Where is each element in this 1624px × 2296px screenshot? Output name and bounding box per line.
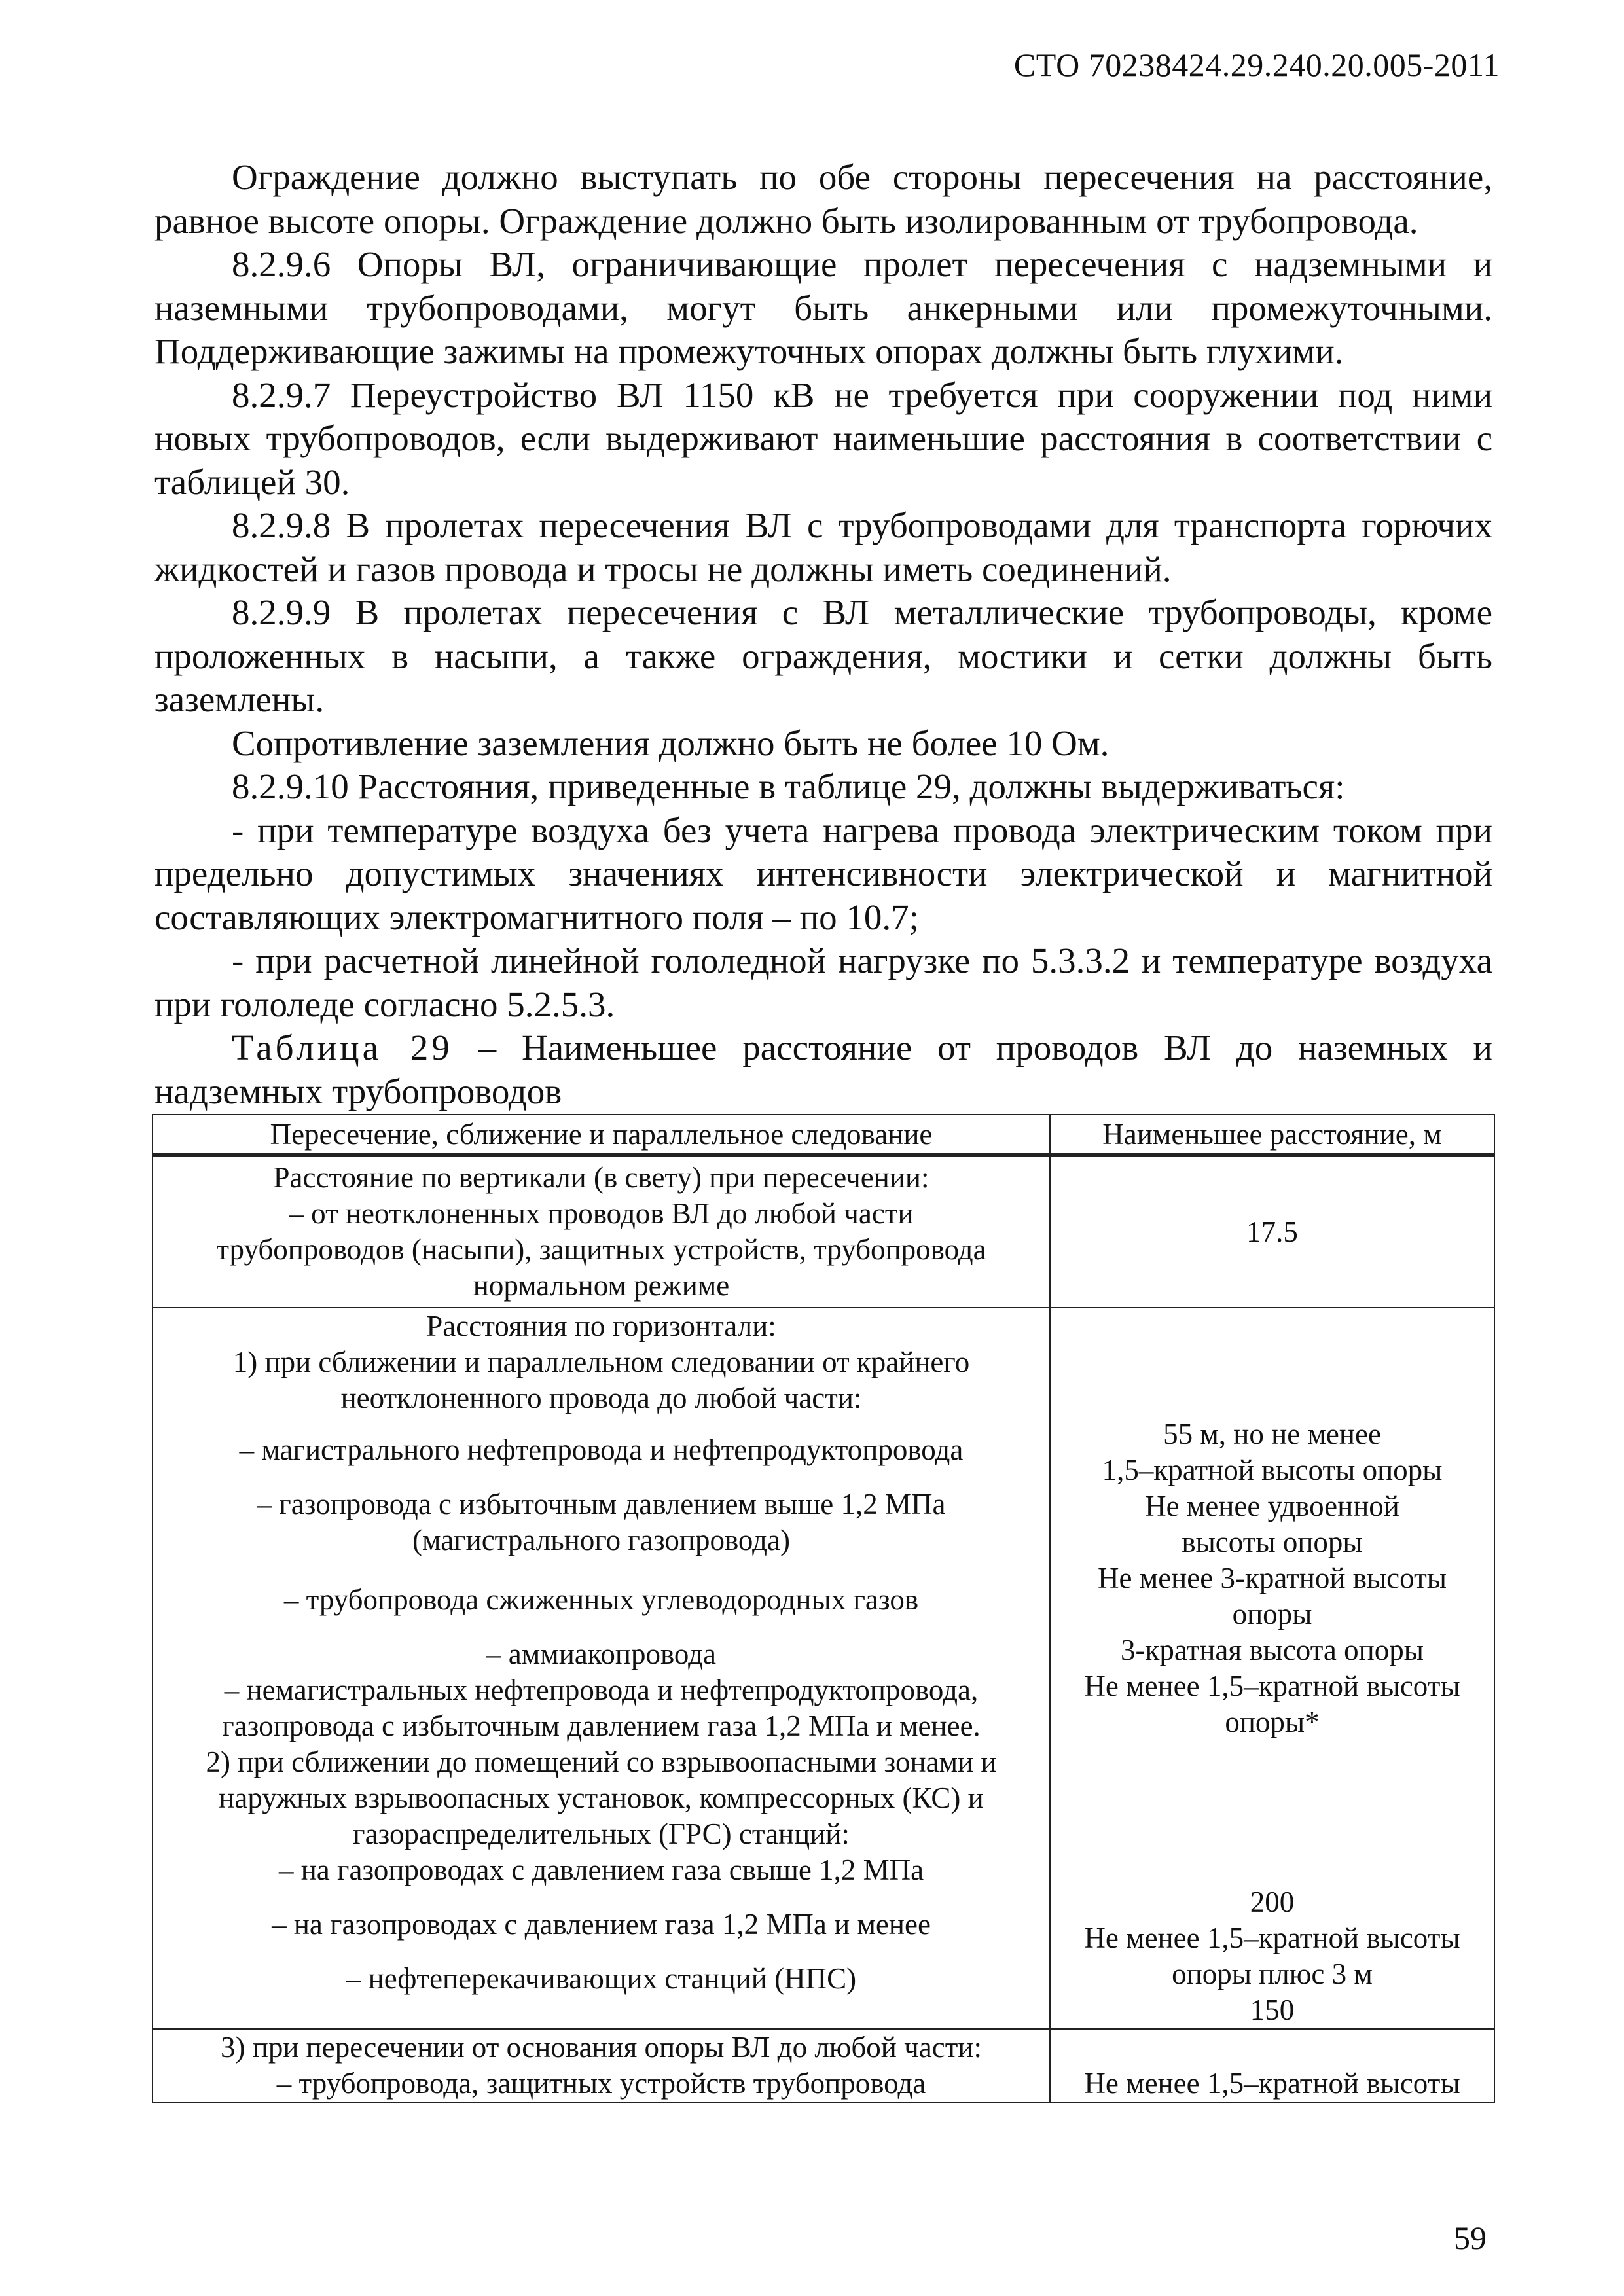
paragraph-8-2-9-7: 8.2.9.7 Переустройство ВЛ 1150 кВ не требуется при сооружении под ними новых трубопроводов, если выдерживают наименьшие расстояния в соответствии с таблицей 30.: [154, 374, 1492, 502]
spacer: [160, 1468, 1043, 1486]
cell-line: – трубопровода, защитных устройств трубопровода: [276, 2067, 926, 2100]
spacer: [160, 1618, 1043, 1636]
table-row-vertical: [153, 1155, 1494, 1308]
table-cell-horizontal-values: [1050, 1308, 1494, 2029]
cell-line: [1057, 1344, 1487, 1380]
cell-line: – трубопровода сжиженных углеводородных газов: [283, 1583, 919, 1616]
cell-line: 200: [1250, 1886, 1295, 1918]
cell-line: – нефтеперекачивающих станций (НПС): [346, 1962, 857, 1995]
cell-line: нормальном режиме: [473, 1269, 730, 1302]
table-cell-horizontal-desc: [153, 1308, 1050, 2029]
paragraph-8-2-9-9: 8.2.9.9 В пролетах пересечения с ВЛ металлические трубопроводы, кроме проложенных в насыпи, а также ограждения, мостики и сетки должны быть заземлены.: [154, 592, 1492, 719]
cell-line: наружных взрывоопасных установок, компрессорных (КС) и: [219, 1782, 984, 1814]
cell-line: – аммиакопровода: [486, 1638, 716, 1670]
paragraph-8-2-9-8: 8.2.9.8 В пролетах пересечения ВЛ с трубопроводами для транспорта горючих жидкостей и газов провода и тросы не должны иметь соединений.: [154, 505, 1492, 589]
cell-line: [1057, 1776, 1487, 1812]
cell-line: Расстояние по вертикали (в свету) при пересечении:: [273, 1161, 929, 1194]
paragraph-8-2-9-10: 8.2.9.10 Расстояния, приведенные в таблице 29, должны выдерживаться:: [232, 766, 1345, 806]
paragraph-grounding: Сопротивление заземления должно быть не более 10 Ом.: [232, 723, 1110, 763]
cell-line: Не менее 1,5–кратной высоты: [1084, 2067, 1460, 2100]
spacer: [160, 1558, 1043, 1582]
cell-line: [1057, 1812, 1487, 1848]
page-number: 59: [1454, 2219, 1487, 2256]
table-cell-vertical-value: 17.5: [1050, 1155, 1494, 1308]
spacer: [160, 1943, 1043, 1961]
table-row-horizontal: [153, 1308, 1494, 2029]
cell-line: Не менее 1,5–кратной высоты: [1084, 1670, 1460, 1702]
cell-line: Не менее 1,5–кратной высоты: [1084, 1922, 1460, 1954]
table-cell-vertical-desc: [153, 1155, 1050, 1308]
table-header-crossing: Пересечение, сближение и параллельное следование: [153, 1115, 1050, 1155]
cell-line: Не менее удвоенной: [1145, 1490, 1399, 1522]
cell-line: – на газопроводах с давлением газа 1,2 МПа и менее: [272, 1908, 931, 1941]
table-caption-text: – Наименьшее расстояние от проводов ВЛ до наземных и надземных трубопроводов: [154, 1028, 1492, 1111]
cell-line: – немагистральных нефтепровода и нефтепродуктопровода,: [224, 1674, 979, 1706]
cell-line: – от неотклоненных проводов ВЛ до любой части: [289, 1197, 914, 1230]
list-item-ice-load: - при расчетной линейной гололедной нагрузке по 5.3.3.2 и температуре воздуха при гололеде согласно 5.2.5.3.: [154, 941, 1492, 1024]
cell-line: 55 м, но не менее: [1163, 1418, 1381, 1450]
cell-line: – на газопроводах с давлением газа свыше 1,2 МПа: [278, 1854, 924, 1886]
cell-line: Не менее 3-кратной высоты: [1098, 1562, 1447, 1594]
cell-line: трубопроводов (насыпи), защитных устройств, трубопровода: [216, 1233, 986, 1266]
cell-line: 1) при сближении и параллельном следовании от крайнего: [232, 1346, 970, 1378]
spacer: [160, 1416, 1043, 1432]
spacer: [160, 1888, 1043, 1907]
cell-line: – газопровода с избыточным давлением выше 1,2 МПа: [257, 1488, 946, 1520]
table-cell-crossing-value: [1050, 2029, 1494, 2102]
cell-line: 2) при сближении до помещений со взрывоопасными зонами и: [206, 1746, 997, 1778]
cell-line: [1057, 1740, 1487, 1776]
cell-line: опоры: [1232, 1598, 1312, 1630]
cell-line: опоры*: [1225, 1706, 1320, 1738]
cell-line: Расстояния по горизонтали:: [426, 1310, 776, 1342]
cell-line: – магистрального нефтепровода и нефтепродуктопровода: [239, 1433, 964, 1466]
cell-line: высоты опоры: [1182, 1526, 1363, 1558]
cell-line: 3-кратная высота опоры: [1121, 1634, 1424, 1666]
body-text: [154, 156, 1492, 1113]
document-code-header: СТО 70238424.29.240.20.005-2011: [1013, 46, 1500, 83]
list-item-temperature: - при температуре воздуха без учета нагрева провода электрическим током при предельно допустимых значениях интенсивности электрической и магнитной составляющих электромагнитного поля – по 10.7;: [154, 810, 1492, 937]
cell-line: [1057, 1308, 1487, 1344]
cell-line: 150: [1250, 1994, 1295, 2026]
cell-line: [1057, 1380, 1487, 1416]
cell-line: газопровода с избыточным давлением газа 1,2 МПа и менее.: [222, 1710, 981, 1742]
cell-line: 1,5–кратной высоты опоры: [1102, 1454, 1443, 1486]
cell-line: 3) при пересечении от основания опоры ВЛ до любой части:: [221, 2031, 982, 2064]
cell-line: [1057, 2030, 1487, 2066]
cell-line: [1057, 1848, 1487, 1884]
table-29: [152, 1114, 1495, 2103]
table-header-distance: Наименьшее расстояние, м: [1050, 1115, 1494, 1155]
cell-line: опоры плюс 3 м: [1172, 1958, 1373, 1990]
paragraph-fence: Ограждение должно выступать по обе стороны пересечения на расстояние, равное высоте опоры. Ограждение должно быть изолированным от трубопровода.: [154, 157, 1492, 241]
cell-line: газораспределительных (ГРС) станций:: [353, 1818, 850, 1850]
table-caption-label: Таблица 29: [232, 1028, 453, 1067]
table-cell-crossing-desc: [153, 2029, 1050, 2102]
table-row-crossing-base: [153, 2029, 1494, 2102]
cell-line: (магистрального газопровода): [412, 1524, 790, 1556]
paragraph-8-2-9-6: 8.2.9.6 Опоры ВЛ, ограничивающие пролет пересечения с надземными и наземными трубопроводами, могут быть анкерными или промежуточными. Поддерживающие зажимы на промежуточных опорах должны быть глухими.: [154, 244, 1492, 371]
cell-line: неотклоненного провода до любой части:: [340, 1382, 862, 1414]
table-caption: [154, 1026, 1492, 1113]
table-header-row: [153, 1115, 1494, 1155]
